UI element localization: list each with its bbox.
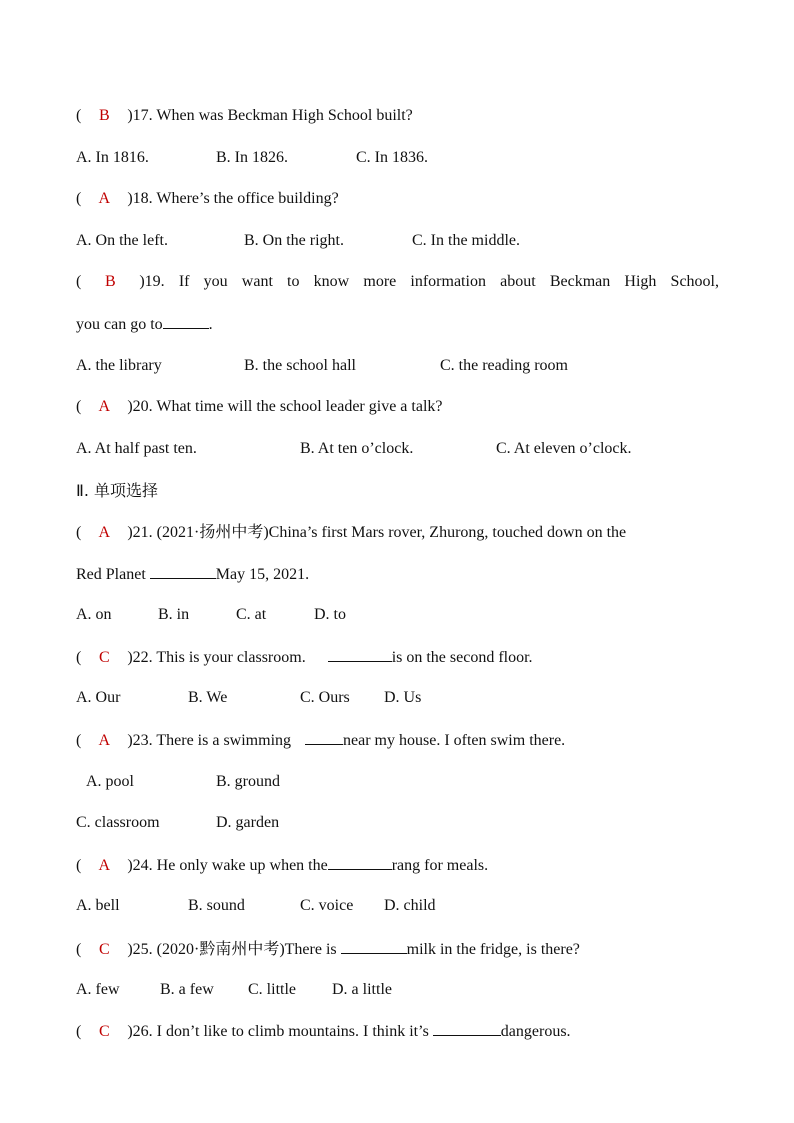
question-25-stem: ( C )25. (2020·黔南州中考)There is milk in the fridge, is there? bbox=[76, 937, 580, 961]
blank-22 bbox=[328, 645, 392, 662]
option-17-c: C. In 1836. bbox=[356, 149, 428, 166]
option-22-a: A. Our bbox=[76, 689, 121, 706]
blank-26 bbox=[433, 1019, 501, 1036]
question-24-options bbox=[76, 894, 716, 918]
question-21-text: )21. (2021·扬州中考)China’s first Mars rover, Zhurong, touched down on the bbox=[127, 524, 627, 541]
option-22-d: D. Us bbox=[384, 689, 422, 706]
option-19-b: B. the school hall bbox=[244, 357, 356, 374]
option-24-a: A. bell bbox=[76, 897, 120, 914]
question-22-stem: ( C )22. This is your classroom. is on the second floor. bbox=[76, 645, 533, 669]
answer-21: A bbox=[98, 524, 111, 541]
option-24-d: D. child bbox=[384, 897, 436, 914]
option-25-a: A. few bbox=[76, 981, 120, 998]
question-21-stem-line2: Red Planet May 15, 2021. bbox=[76, 562, 309, 586]
option-23-b: B. ground bbox=[216, 773, 280, 790]
question-19-text: ( B )19. If you want to know more information about Beckman High School, bbox=[76, 270, 719, 294]
question-20-text: )20. What time will the school leader give a talk? bbox=[127, 398, 443, 415]
question-21-stem: ( A )21. (2021·扬州中考)China’s first Mars rover, Zhurong, touched down on the bbox=[76, 521, 626, 545]
question-17-text: )17. When was Beckman High School built? bbox=[127, 107, 413, 124]
blank-21 bbox=[150, 562, 216, 579]
blank-25 bbox=[341, 937, 407, 954]
question-23-options-row2 bbox=[76, 811, 716, 835]
option-20-c: C. At eleven o’clock. bbox=[496, 440, 632, 457]
option-19-a: A. the library bbox=[76, 357, 162, 374]
blank-24 bbox=[328, 853, 392, 870]
option-23-a: A. pool bbox=[86, 773, 134, 790]
option-18-c: C. In the middle. bbox=[412, 232, 520, 249]
question-25-options bbox=[76, 978, 716, 1002]
question-17-stem: ( B )17. When was Beckman High School built? bbox=[76, 104, 413, 128]
option-22-b: B. We bbox=[188, 689, 228, 706]
question-18-options bbox=[76, 229, 716, 253]
option-21-a: A. on bbox=[76, 606, 112, 623]
option-25-b: B. a few bbox=[160, 981, 214, 998]
blank-19 bbox=[163, 312, 209, 329]
answer-18: A bbox=[98, 190, 111, 207]
question-18-text: )18. Where’s the office building? bbox=[127, 190, 339, 207]
question-23-options-row1 bbox=[76, 770, 716, 794]
blank-23 bbox=[305, 728, 343, 745]
answer-25: C bbox=[98, 941, 110, 958]
answer-22: C bbox=[98, 649, 110, 666]
option-20-b: B. At ten o’clock. bbox=[300, 440, 414, 457]
answer-20: A bbox=[98, 398, 111, 415]
answer-17: B bbox=[98, 107, 110, 124]
question-19-stem-line2: you can go to . bbox=[76, 312, 213, 336]
question-20-stem: ( A )20. What time will the school leader give a talk? bbox=[76, 395, 442, 419]
option-18-a: A. On the left. bbox=[76, 232, 168, 249]
answer-23: A bbox=[98, 732, 111, 749]
question-26-stem: ( C )26. I don’t like to climb mountains. I think it’s dangerous. bbox=[76, 1019, 571, 1043]
question-22-options bbox=[76, 686, 716, 710]
option-23-c: C. classroom bbox=[76, 814, 160, 831]
option-25-d: D. a little bbox=[332, 981, 392, 998]
option-24-b: B. sound bbox=[188, 897, 245, 914]
option-17-a: A. In 1816. bbox=[76, 149, 149, 166]
section-title-single-choice: Ⅱ. 单项选择 bbox=[76, 481, 159, 500]
answer-26: C bbox=[98, 1023, 110, 1040]
option-17-b: B. In 1826. bbox=[216, 149, 288, 166]
answer-24: A bbox=[98, 857, 111, 874]
question-20-options bbox=[76, 437, 716, 461]
question-24-stem: ( A )24. He only wake up when the rang for meals. bbox=[76, 853, 488, 877]
question-17-options bbox=[76, 146, 716, 170]
option-18-b: B. On the right. bbox=[244, 232, 344, 249]
question-23-stem: ( A )23. There is a swimming near my house. I often swim there. bbox=[76, 728, 565, 752]
option-21-d: D. to bbox=[314, 606, 346, 623]
option-21-b: B. in bbox=[158, 606, 190, 623]
option-24-c: C. voice bbox=[300, 897, 354, 914]
question-19-stem bbox=[76, 270, 719, 294]
option-25-c: C. little bbox=[248, 981, 296, 998]
option-23-d: D. garden bbox=[216, 814, 280, 831]
option-19-c: C. the reading room bbox=[440, 357, 568, 374]
question-21-options bbox=[76, 603, 716, 627]
option-22-c: C. Ours bbox=[300, 689, 350, 706]
option-21-c: C. at bbox=[236, 606, 267, 623]
answer-19: B bbox=[104, 273, 116, 290]
question-18-stem: ( A )18. Where’s the office building? bbox=[76, 187, 339, 211]
option-20-a: A. At half past ten. bbox=[76, 440, 197, 457]
question-19-options bbox=[76, 354, 716, 378]
